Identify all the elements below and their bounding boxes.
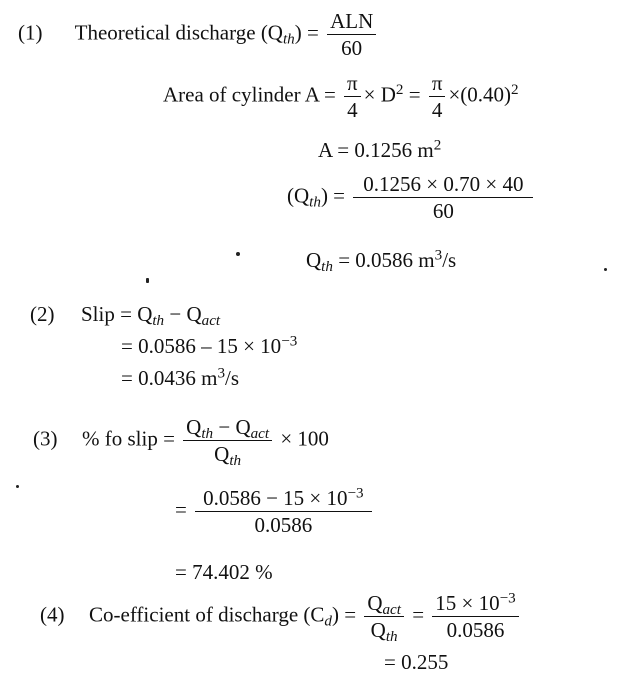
step4-frac2-num [432,592,518,617]
step3-fraction2 [195,487,372,536]
step4-sub: d [324,613,332,630]
qth-result-sub: th [321,259,333,276]
a-result-line [318,137,442,162]
step1-eq: ) = [294,20,319,45]
step2-minus: − Q [169,302,202,326]
step2-sub1: th [152,313,165,330]
qth-calc-lhs-close: ) = [320,183,346,208]
area-frac2-num: π [429,72,446,97]
area-frac1 [344,72,361,121]
step2-number: (2) [30,302,55,326]
step4-frac1-den-sub: th [385,629,398,646]
area-frac1-den: 4 [347,98,358,123]
qth-calc-lhs-open: (Q [287,183,310,208]
step3-frac-den [211,441,244,470]
step4-frac1-num [364,592,404,617]
step4-frac1-num-q: Q [367,591,383,615]
area-frac1-num: π [344,72,361,97]
scan-speck-2 [604,268,607,271]
qth-result-sup: 3 [434,247,443,264]
area-times-val: ×(0.40) [448,82,512,107]
step4-line [40,590,522,646]
step3-frac2-exp: −3 [347,485,364,502]
qth-result-line [306,247,457,276]
step3-times: × 100 [280,426,329,451]
step4-frac2-exp: −3 [499,590,516,607]
step4-frac2-den: 0.0586 [446,618,505,643]
step3-frac-num [183,416,272,441]
step1-sub: th [282,31,295,48]
step3-frac-den-q: Q [214,442,230,467]
area-label: Area of cylinder A = [163,82,336,107]
step4-frac1-num-sub: act [382,602,401,619]
step2-line2 [121,333,298,358]
step2-result-sup: 3 [217,365,225,382]
step3-frac-sub1: th [201,426,214,443]
step4-eq: ) = [331,602,357,627]
step2-result-unit: /s [225,366,240,390]
step3-fraction [183,415,272,470]
area-times-d: × D [363,82,396,107]
qth-calc-num: 0.1256 × 0.70 × 40 [353,173,533,198]
qth-calc-fraction [353,173,533,222]
step3-frac-q1: Q [186,415,202,439]
area-line [163,72,519,121]
step4-frac1-den [368,617,401,646]
step3-eq: = [175,497,187,522]
step3-number: (3) [33,426,58,451]
step1-number: (1) [18,20,43,45]
step3-label: % fo slip = [82,426,175,451]
step2-sub2: act [201,313,221,330]
step4-number: (4) [40,602,65,627]
area-sq: 2 [395,81,404,98]
step2-calc: = 0.0586 – 15 × 10 [121,334,282,358]
qth-result-val: = 0.0586 m [338,248,435,272]
step3-frac-den-sub: th [229,453,242,470]
step4-fraction2 [432,592,518,641]
step1-fraction [327,10,376,59]
step3-result-line [175,562,273,583]
step4-label: Co-efficient of discharge (C [89,602,325,627]
step1-frac-num: ALN [327,10,376,35]
step4-result-line [384,652,448,673]
qth-calc-line [287,173,536,222]
step3-frac2-num-text: 0.0586 − 15 × 10 [203,486,348,510]
step4-frac2-num-text: 15 × 10 [435,591,500,615]
area-frac2-den: 4 [431,98,443,123]
step1-line [18,10,379,59]
step4-fraction1 [364,591,404,646]
area-eq: = [408,82,421,107]
step2-slip: Slip = Q [81,302,153,326]
area-sq2: 2 [511,81,519,98]
qth-result-q: Q [306,248,322,272]
area-frac2 [429,72,446,121]
step2-line [30,302,221,330]
step4-frac1-den-q: Q [370,618,386,643]
step4-result: = 0.255 [384,650,449,674]
step2-result: = 0.0436 m [121,366,218,390]
step3-result: = 74.402 % [175,560,273,584]
step3-line2 [175,487,375,536]
step2-exp: −3 [281,333,298,350]
scan-speck-3 [16,485,19,488]
step3-line [33,415,329,470]
qth-calc-den: 60 [432,199,454,224]
step3-frac2-num [195,487,372,512]
a-result: A = 0.1256 m [318,138,434,162]
step2-line3 [121,365,240,390]
scan-dot [236,252,240,256]
step3-frac2-den: 0.0586 [254,513,313,538]
qth-calc-lhs-sub: th [309,194,321,211]
step3-frac-sub2: act [250,426,270,443]
a-result-sup: 2 [433,137,442,154]
scan-speck [146,278,149,283]
step1-label: Theoretical discharge (Q [74,20,283,45]
qth-result-unit: /s [442,248,457,272]
step3-frac-minus: − Q [213,415,251,439]
step4-eq2: = [412,602,425,627]
step1-frac-den: 60 [341,36,363,61]
